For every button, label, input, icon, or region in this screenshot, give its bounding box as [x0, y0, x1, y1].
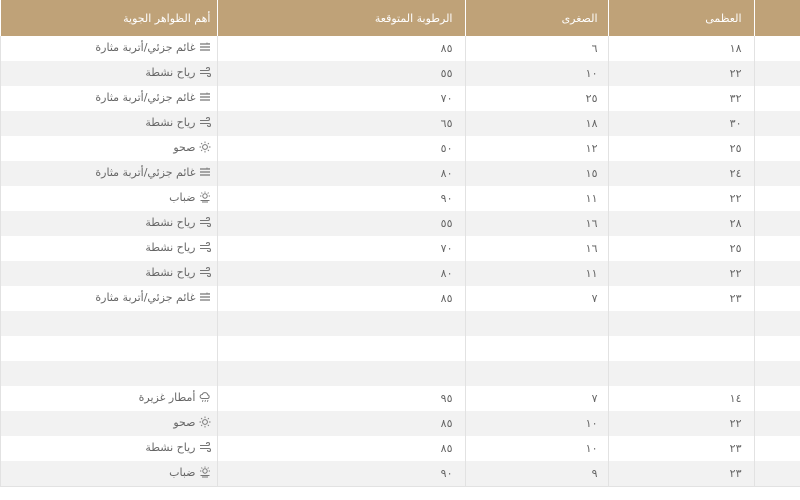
phenomenon-wrap: [145, 216, 210, 229]
table-row: [1, 111, 800, 136]
phenomenon-wrap: [95, 166, 210, 179]
header-min-temp: الصغرى: [465, 0, 608, 36]
phenomenon-wrap: [169, 191, 210, 204]
cell-blank: [754, 286, 800, 311]
cell-phenomenon: [1, 361, 218, 386]
cell-max-temp: ٢٢: [608, 61, 754, 86]
cell-min-temp: ١٦: [465, 211, 608, 236]
cell-min-temp: ١١: [465, 261, 608, 286]
cell-humidity: ٥٠: [217, 136, 465, 161]
table-row: [1, 61, 800, 86]
cell-phenomenon: [1, 111, 218, 136]
cell-min-temp: [465, 336, 608, 361]
phenomenon-label: أمطار غزيرة: [138, 390, 196, 404]
cell-max-temp: [608, 361, 754, 386]
cell-phenomenon: [1, 236, 218, 261]
table-row: [1, 161, 800, 186]
cell-phenomenon: [1, 86, 218, 111]
cell-max-temp: ١٤: [608, 386, 754, 411]
phenomenon-label: صحو: [173, 415, 196, 429]
cell-max-temp: ٢٥: [608, 136, 754, 161]
cell-min-temp: ١٠: [465, 436, 608, 461]
phenomenon-label: غائم جزئي/أتربة مثارة: [95, 90, 196, 104]
cell-blank: [754, 136, 800, 161]
cell-max-temp: ٢٢: [608, 186, 754, 211]
cell-phenomenon: [1, 36, 218, 61]
cell-min-temp: ١٥: [465, 161, 608, 186]
sun-icon: [199, 416, 211, 428]
cell-blank: [754, 436, 800, 461]
cell-humidity: ٨٠: [217, 261, 465, 286]
table-row: [1, 136, 800, 161]
cell-min-temp: ١٠: [465, 411, 608, 436]
cell-max-temp: ٢٣: [608, 461, 754, 487]
phenomenon-wrap: [145, 66, 210, 79]
phenomenon-label: رياح نشطة: [145, 115, 196, 129]
table-row: [1, 236, 800, 261]
phenomenon-wrap: [145, 266, 210, 279]
table-row: [1, 336, 800, 361]
cell-blank: [754, 111, 800, 136]
cell-humidity: ٧٠: [217, 236, 465, 261]
phenomenon-label: رياح نشطة: [145, 265, 196, 279]
phenomenon-label: ضباب: [169, 190, 196, 204]
cell-humidity: ٩٠: [217, 186, 465, 211]
table-row: [1, 186, 800, 211]
cell-blank: [754, 461, 800, 487]
cell-max-temp: ٢٥: [608, 236, 754, 261]
cell-humidity: ٨٥: [217, 36, 465, 61]
cell-phenomenon: [1, 336, 218, 361]
cell-max-temp: [608, 336, 754, 361]
cell-min-temp: ٧: [465, 386, 608, 411]
wind-icon: [199, 116, 211, 128]
phenomenon-wrap: [139, 391, 211, 404]
table-row: [1, 36, 800, 61]
cell-min-temp: ١٦: [465, 236, 608, 261]
cell-min-temp: ١٠: [465, 61, 608, 86]
phenomenon-label: رياح نشطة: [145, 240, 196, 254]
cell-phenomenon: [1, 211, 218, 236]
phenomenon-wrap: [145, 441, 210, 454]
cell-blank: [754, 211, 800, 236]
cell-max-temp: ٢٤: [608, 161, 754, 186]
cell-min-temp: ٢٥: [465, 86, 608, 111]
cell-blank: [754, 236, 800, 261]
phenomenon-wrap: [173, 416, 210, 429]
phenomenon-label: صحو: [173, 140, 196, 154]
cell-max-temp: ٣٠: [608, 111, 754, 136]
cell-humidity: ٨٥: [217, 436, 465, 461]
cell-phenomenon: [1, 411, 218, 436]
cell-phenomenon: [1, 386, 218, 411]
cell-humidity: ٦٥: [217, 111, 465, 136]
phenomenon-wrap: [95, 91, 210, 104]
partly-cloudy-dust-icon: [199, 166, 211, 178]
cell-blank: [754, 386, 800, 411]
table-row: [1, 286, 800, 311]
cell-min-temp: ٩: [465, 461, 608, 487]
phenomenon-wrap: [145, 116, 210, 129]
table-row: [1, 261, 800, 286]
cell-max-temp: ٢٨: [608, 211, 754, 236]
phenomenon-label: رياح نشطة: [145, 65, 196, 79]
cell-blank: [754, 61, 800, 86]
cell-humidity: ٥٥: [217, 211, 465, 236]
sun-icon: [199, 141, 211, 153]
header-phenomena: أهم الظواهر الجوية: [1, 0, 218, 36]
wind-icon: [199, 266, 211, 278]
cell-phenomenon: [1, 311, 218, 336]
cell-humidity: ٨٥: [217, 411, 465, 436]
cell-min-temp: ١٢: [465, 136, 608, 161]
cell-max-temp: ٢٢: [608, 261, 754, 286]
table-row: [1, 461, 800, 487]
cell-blank: [754, 186, 800, 211]
cell-humidity: ٨٠: [217, 161, 465, 186]
cell-humidity: ٥٥: [217, 61, 465, 86]
table-row: [1, 386, 800, 411]
cell-humidity: [217, 311, 465, 336]
cell-min-temp: [465, 361, 608, 386]
cell-phenomenon: [1, 161, 218, 186]
cell-phenomenon: [1, 436, 218, 461]
wind-icon: [199, 441, 211, 453]
cell-blank: [754, 86, 800, 111]
header-max-temp: العظمى: [608, 0, 754, 36]
cell-humidity: ٩٠: [217, 461, 465, 487]
cell-max-temp: ١٨: [608, 36, 754, 61]
table-row: [1, 361, 800, 386]
cell-phenomenon: [1, 136, 218, 161]
wind-icon: [199, 216, 211, 228]
fog-sun-icon: [199, 191, 211, 203]
phenomenon-label: رياح نشطة: [145, 215, 196, 229]
phenomenon-wrap: [145, 241, 210, 254]
cell-min-temp: ٧: [465, 286, 608, 311]
cell-max-temp: [608, 311, 754, 336]
cell-phenomenon: [1, 61, 218, 86]
cell-blank: [754, 361, 800, 386]
cell-max-temp: ٣٢: [608, 86, 754, 111]
rain-cloud-icon: [199, 391, 211, 403]
cell-blank: [754, 161, 800, 186]
cell-phenomenon: [1, 186, 218, 211]
phenomenon-label: غائم جزئي/أتربة مثارة: [95, 165, 196, 179]
cell-max-temp: ٢٢: [608, 411, 754, 436]
cell-humidity: ٧٠: [217, 86, 465, 111]
cell-blank: [754, 311, 800, 336]
cell-min-temp: ٦: [465, 36, 608, 61]
cell-min-temp: ١١: [465, 186, 608, 211]
phenomenon-label: غائم جزئي/أتربة مثارة: [95, 40, 196, 54]
cell-humidity: ٨٥: [217, 286, 465, 311]
phenomenon-wrap: [95, 291, 210, 304]
table-row: [1, 86, 800, 111]
table-row: [1, 436, 800, 461]
table-row: [1, 311, 800, 336]
cell-blank: [754, 36, 800, 61]
cell-max-temp: ٢٣: [608, 436, 754, 461]
cell-humidity: [217, 336, 465, 361]
phenomenon-wrap: [95, 41, 210, 54]
cell-min-temp: ١٨: [465, 111, 608, 136]
table-row: [1, 211, 800, 236]
cell-blank: [754, 411, 800, 436]
phenomenon-label: رياح نشطة: [145, 440, 196, 454]
header-humidity: الرطوبة المتوقعة: [217, 0, 465, 36]
header-blank: [754, 0, 800, 36]
phenomenon-label: غائم جزئي/أتربة مثارة: [95, 290, 196, 304]
fog-sun-icon: [199, 466, 211, 478]
partly-cloudy-dust-icon: [199, 291, 211, 303]
cell-min-temp: [465, 311, 608, 336]
wind-icon: [199, 241, 211, 253]
table-row: [1, 411, 800, 436]
cell-blank: [754, 336, 800, 361]
phenomenon-wrap: [173, 141, 210, 154]
cell-humidity: [217, 361, 465, 386]
phenomenon-label: ضباب: [169, 465, 196, 479]
cell-phenomenon: [1, 286, 218, 311]
phenomenon-wrap: [169, 466, 210, 479]
partly-cloudy-dust-icon: [199, 41, 211, 53]
cell-phenomenon: [1, 261, 218, 286]
wind-icon: [199, 66, 211, 78]
partly-cloudy-dust-icon: [199, 91, 211, 103]
table-header-row: [1, 0, 800, 36]
cell-max-temp: ٢٣: [608, 286, 754, 311]
cell-blank: [754, 261, 800, 286]
cell-phenomenon: [1, 461, 218, 487]
cell-humidity: ٩٥: [217, 386, 465, 411]
